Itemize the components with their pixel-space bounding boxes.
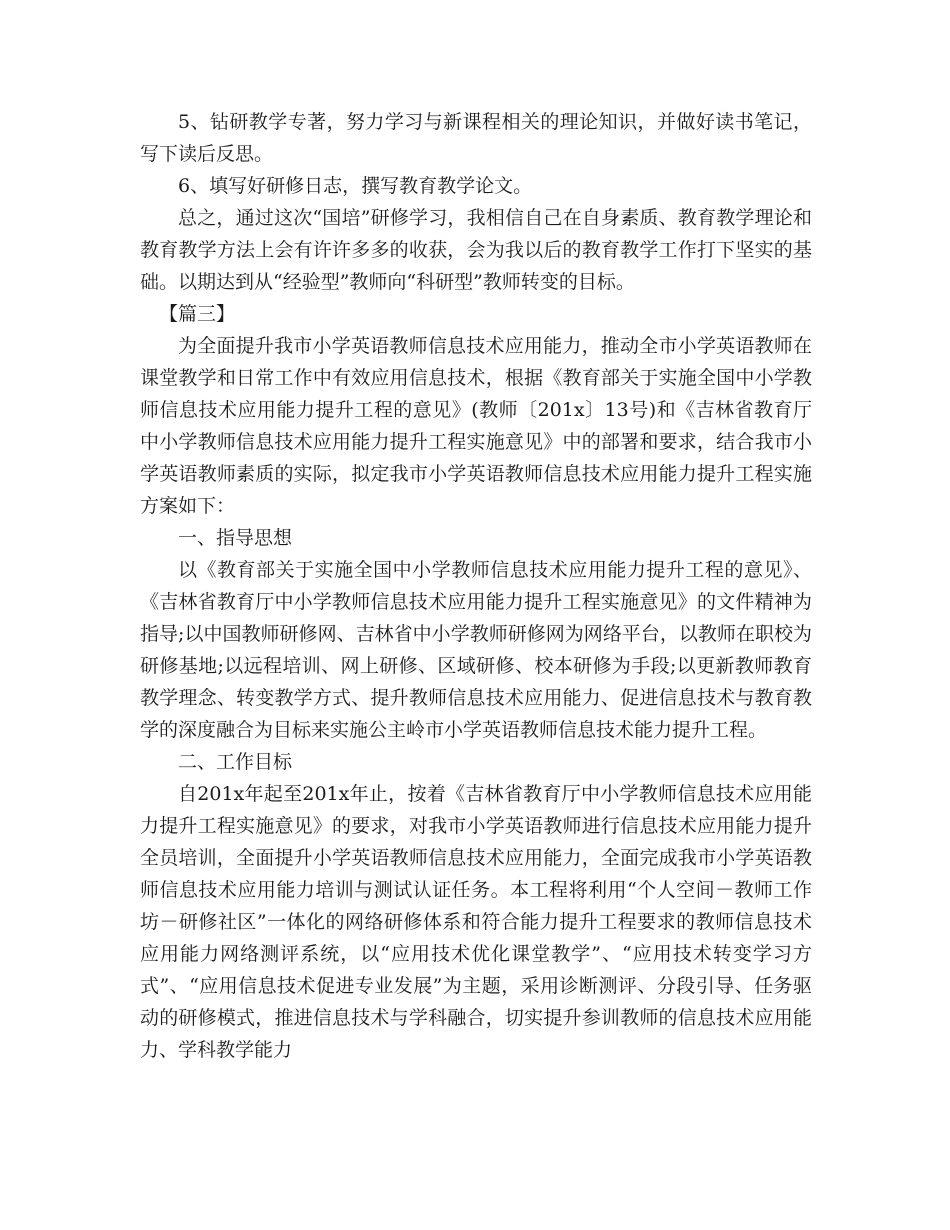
- section-heading-part-three: 【篇三】: [159, 303, 236, 325]
- document-page: [140, 106, 812, 1066]
- paragraph-work-goals: 自201x年起至201x年止，按着《吉林省教育厅中小学教师信息技术应用能力提升工程实施意见》的要求，对我市小学英语教师进行信息技术应用能力提升全员培训，全面提升小学英语教师信息技术应用能力，全面完成我市小学英语教师信息技术应用能力培训与测试认证任务。本工程将利用“个人空间－教师工作坊－研修社区”一体化的网络研修体系和符合能力提升工程要求的教师信息技术应用能力网络测评系统，以“应用技术优化课堂教学”、“应用技术转变学习方式”、“应用信息技术促进专业发展”为主题，采用诊断测评、分段引导、任务驱动的研修模式，推进信息技术与学科融合，切实提升参训教师的信息技术应用能力、学科教学能力: [140, 783, 812, 1061]
- paragraph-intro: 为全面提升我市小学英语教师信息技术应用能力，推动全市小学英语教师在课堂教学和日常工作中有效应用信息技术，根据《教育部关于实施全国中小学教师信息技术应用能力提升工程的意见》(教师〔201x〕13号)和《吉林省教育厅中小学教师信息技术应用能力提升工程实施意见》中的部署和要求，结合我市小学英语教师素质的实际，拟定我市小学英语教师信息技术应用能力提升工程实施方案如下：: [140, 335, 812, 517]
- paragraph-item-5: 5、钻研教学专著，努力学习与新课程相关的理论知识，并做好读书笔记，写下读后反思。: [140, 111, 812, 165]
- heading-guiding-ideology: 一、指导思想: [178, 527, 293, 549]
- paragraph-item-6: 6、填写好研修日志，撰写教育教学论文。: [178, 175, 533, 197]
- paragraph-guiding-ideology: 以《教育部关于实施全国中小学教师信息技术应用能力提升工程的意见》、《吉林省教育厅中小学教师信息技术应用能力提升工程实施意见》的文件精神为指导;以中国教师研修网、吉林省中小学教师研修网为网络平台，以教师在职校为研修基地;以远程培训、网上研修、区域研修、校本研修为手段;以更新教师教育教学理念、转变教学方式、提升教师信息技术应用能力、促进信息技术与教育教学的深度融合为目标来实施公主岭市小学英语教师信息技术能力提升工程。: [140, 559, 812, 741]
- paragraph-conclusion: 总之，通过这次“国培”研修学习，我相信自己在自身素质、教育教学理论和教育教学方法上会有许许多多的收获，会为我以后的教育教学工作打下坚实的基础。以期达到从“经验型”教师向“科研型”教师转变的目标。: [140, 207, 812, 293]
- heading-work-goals: 二、工作目标: [178, 751, 293, 773]
